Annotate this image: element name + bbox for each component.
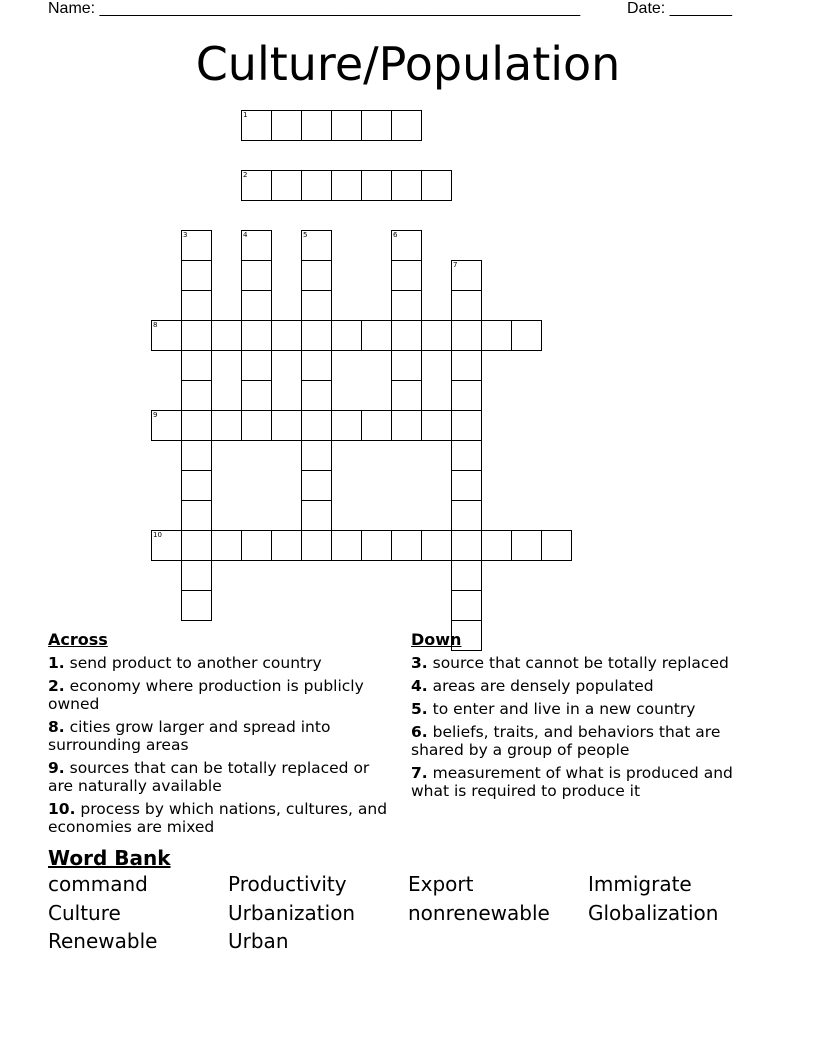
clue-number: 9. (48, 759, 65, 777)
crossword-cell[interactable] (391, 350, 422, 381)
across-clue (48, 800, 393, 836)
crossword-cell[interactable] (181, 530, 212, 561)
crossword-cell[interactable] (451, 290, 482, 321)
clue-number: 3. (411, 654, 428, 672)
crossword-cell[interactable] (301, 320, 332, 351)
clue-number: 6 (393, 231, 398, 239)
word-bank-item: Culture (48, 900, 121, 925)
crossword-cell[interactable] (181, 560, 212, 591)
across-clue (48, 654, 393, 672)
word-bank-item: Productivity (228, 872, 347, 896)
word-bank-item: nonrenewable (408, 900, 550, 925)
word-bank (48, 872, 768, 958)
crossword-cell[interactable] (301, 350, 332, 381)
crossword-cell[interactable] (181, 320, 212, 351)
crossword-cell[interactable] (241, 110, 272, 141)
crossword-cell[interactable] (301, 500, 332, 531)
crossword-cell[interactable] (451, 560, 482, 591)
crossword-cell[interactable] (181, 350, 212, 381)
word-bank-item: Urban (228, 929, 289, 953)
crossword-cell[interactable] (451, 380, 482, 411)
clue-number: 3 (183, 231, 188, 239)
crossword-cell[interactable] (391, 170, 422, 201)
clue-text: areas are densely populated (427, 677, 654, 695)
down-clue (411, 723, 761, 759)
crossword-cell[interactable] (361, 110, 392, 141)
crossword-cell[interactable] (421, 320, 452, 351)
clue-number: 10 (153, 531, 162, 539)
word-bank-item: command (48, 872, 148, 896)
word-bank-item: Urbanization (228, 900, 356, 925)
crossword-cell[interactable] (391, 290, 422, 321)
down-clue (411, 764, 761, 800)
down-clue (411, 700, 761, 718)
crossword-cell[interactable] (331, 110, 362, 141)
clue-number: 5 (303, 231, 308, 239)
clue-number: 5. (411, 700, 428, 718)
clue-text: to enter and live in a new country (427, 700, 696, 718)
crossword-cell[interactable] (481, 320, 512, 351)
crossword-cell[interactable] (241, 290, 272, 321)
crossword-cell[interactable] (301, 440, 332, 471)
crossword-cell[interactable] (391, 320, 422, 351)
clue-text: cities grow larger and spread into surrounding areas (48, 718, 331, 754)
crossword-cell[interactable] (391, 260, 422, 291)
clue-text: send product to another country (64, 654, 322, 672)
crossword-cell[interactable] (421, 410, 452, 441)
word-bank-item: Export (408, 872, 474, 896)
clue-number: 7. (411, 764, 428, 782)
date-field[interactable]: Date: _______ (627, 0, 732, 17)
clue-number: 4 (243, 231, 248, 239)
crossword-cell[interactable] (361, 410, 392, 441)
crossword-cell[interactable] (301, 260, 332, 291)
crossword-cell[interactable] (361, 530, 392, 561)
across-clues (48, 630, 393, 841)
clue-text: economy where production is publicly owned (48, 677, 364, 713)
crossword-cell[interactable] (451, 260, 482, 291)
crossword-cell[interactable] (181, 440, 212, 471)
crossword-cell[interactable] (451, 350, 482, 381)
clue-number: 7 (453, 261, 458, 269)
crossword-cell[interactable] (331, 530, 362, 561)
crossword-cell[interactable] (541, 530, 572, 561)
crossword-cell[interactable] (451, 410, 482, 441)
crossword-cell[interactable] (421, 530, 452, 561)
crossword-cell[interactable] (331, 320, 362, 351)
crossword-cell[interactable] (151, 410, 182, 441)
crossword-cell[interactable] (331, 170, 362, 201)
crossword-cell[interactable] (211, 530, 242, 561)
crossword-cell[interactable] (181, 260, 212, 291)
clue-text: measurement of what is produced and what is required to produce it (411, 764, 733, 800)
crossword-cell[interactable] (301, 230, 332, 261)
crossword-cell[interactable] (181, 590, 212, 621)
clue-number: 4. (411, 677, 428, 695)
across-clue (48, 718, 393, 754)
clue-number: 1 (243, 111, 248, 119)
clue-text: sources that can be totally replaced or are naturally available (48, 759, 370, 795)
crossword-cell[interactable] (391, 380, 422, 411)
crossword-cell[interactable] (301, 290, 332, 321)
clue-text: source that cannot be totally replaced (427, 654, 729, 672)
crossword-cell[interactable] (451, 470, 482, 501)
across-heading: Across (48, 630, 108, 649)
crossword-cell[interactable] (451, 590, 482, 621)
crossword-cell[interactable] (241, 350, 272, 381)
crossword-cell[interactable] (241, 530, 272, 561)
crossword-cell[interactable] (211, 320, 242, 351)
clue-text: process by which nations, cultures, and economies are mixed (48, 800, 388, 836)
clue-number: 2 (243, 171, 248, 179)
clue-number: 6. (411, 723, 428, 741)
crossword-cell[interactable] (151, 320, 182, 351)
crossword-cell[interactable] (331, 410, 362, 441)
crossword-cell[interactable] (391, 530, 422, 561)
crossword-cell[interactable] (181, 380, 212, 411)
crossword-cell[interactable] (181, 470, 212, 501)
crossword-cell[interactable] (511, 530, 542, 561)
down-clues (411, 630, 761, 805)
down-clue (411, 677, 761, 695)
crossword-cell[interactable] (241, 380, 272, 411)
crossword-cell[interactable] (451, 440, 482, 471)
crossword-cell[interactable] (301, 380, 332, 411)
crossword-cell[interactable] (481, 530, 512, 561)
crossword-cell[interactable] (271, 170, 302, 201)
crossword-cell[interactable] (241, 230, 272, 261)
crossword-cell[interactable] (241, 260, 272, 291)
crossword-cell[interactable] (271, 110, 302, 141)
page-title: Culture/Population (195, 37, 621, 91)
crossword-cell[interactable] (181, 290, 212, 321)
word-bank-title: Word Bank (48, 846, 171, 870)
crossword-cell[interactable] (241, 320, 272, 351)
crossword-cell[interactable] (181, 230, 212, 261)
clue-number: 2. (48, 677, 65, 695)
crossword-cell[interactable] (451, 320, 482, 351)
crossword-cell[interactable] (181, 410, 212, 441)
crossword-cell[interactable] (271, 410, 302, 441)
name-field[interactable]: Name: ______________________________________________________ (48, 0, 581, 17)
word-bank-item: Globalization (588, 900, 719, 925)
crossword-cell[interactable] (241, 170, 272, 201)
crossword-cell[interactable] (151, 530, 182, 561)
clue-number: 8 (153, 321, 158, 329)
crossword-cell[interactable] (301, 170, 332, 201)
crossword-cell[interactable] (361, 320, 392, 351)
crossword-cell[interactable] (421, 170, 452, 201)
crossword-cell[interactable] (271, 320, 302, 351)
crossword-cell[interactable] (301, 110, 332, 141)
crossword-cell[interactable] (301, 410, 332, 441)
word-bank-item: Immigrate (588, 872, 692, 896)
down-heading: Down (411, 630, 462, 649)
crossword-cell[interactable] (211, 410, 242, 441)
clue-text: beliefs, traits, and behaviors that are shared by a group of people (411, 723, 721, 759)
across-clue (48, 759, 393, 795)
clue-number: 1. (48, 654, 65, 672)
crossword-cell[interactable] (301, 530, 332, 561)
crossword-cell[interactable] (511, 320, 542, 351)
word-bank-item: Renewable (48, 929, 158, 953)
crossword-cell[interactable] (451, 530, 482, 561)
across-clue (48, 677, 393, 713)
clue-number: 9 (153, 411, 158, 419)
clue-number: 10. (48, 800, 76, 818)
clue-number: 8. (48, 718, 65, 736)
crossword-cell[interactable] (391, 230, 422, 261)
crossword-cell[interactable] (451, 500, 482, 531)
crossword-cell[interactable] (361, 170, 392, 201)
crossword-cell[interactable] (241, 410, 272, 441)
down-clue (411, 654, 761, 672)
crossword-cell[interactable] (391, 410, 422, 441)
crossword-cell[interactable] (181, 500, 212, 531)
crossword-cell[interactable] (271, 530, 302, 561)
crossword-cell[interactable] (391, 110, 422, 141)
crossword-cell[interactable] (301, 470, 332, 501)
